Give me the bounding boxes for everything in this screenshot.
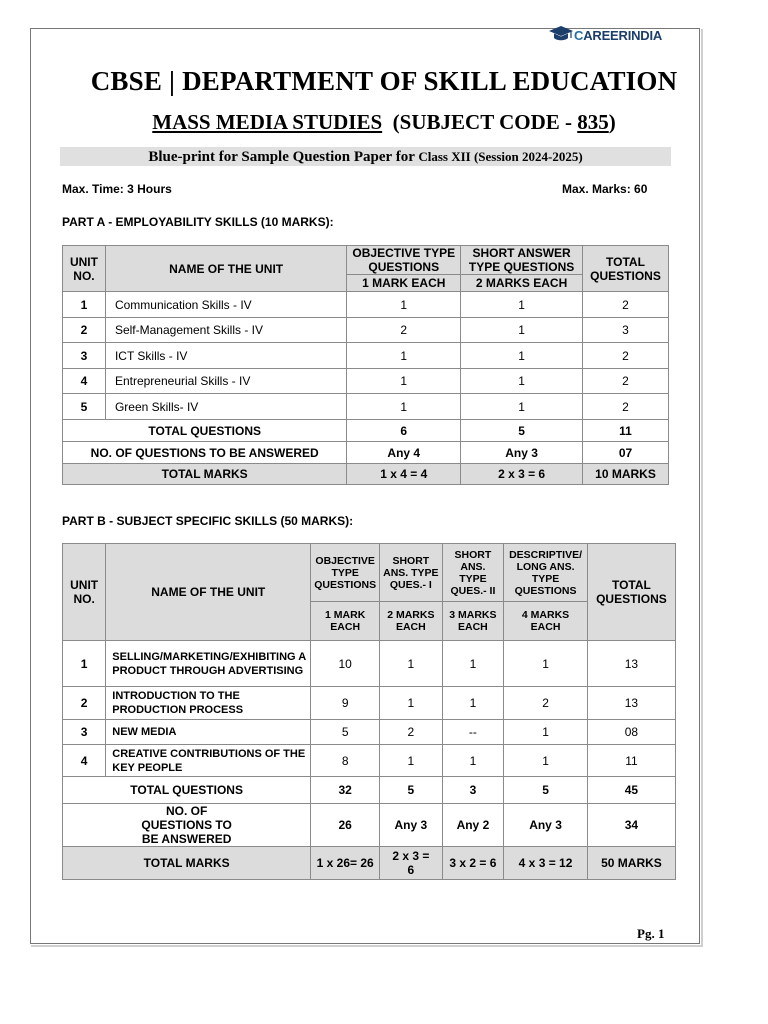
short-1-count: 1 [380, 745, 443, 777]
objective-count: 5 [311, 720, 380, 745]
to-answer-label: NO. OF QUESTIONS TO BE ANSWERED [63, 804, 311, 847]
page-number: Pg. 1 [637, 926, 665, 941]
header-total: TOTAL QUESTIONS [587, 544, 675, 641]
unit-name: Communication Skills - IV [105, 292, 346, 318]
long-count: 1 [504, 641, 588, 687]
short-2-count: 1 [442, 641, 504, 687]
answer-total: 34 [587, 804, 675, 847]
total-long: 5 [504, 777, 588, 804]
unit-name: INTRODUCTION TO THE PRODUCTION PROCESS [106, 687, 311, 720]
unit-name: Self-Management Skills - IV [105, 318, 346, 343]
table-row [63, 641, 676, 687]
unit-name: CREATIVE CONTRIBUTIONS OF THE KEY PEOPLE [106, 745, 311, 777]
total-all: 11 [583, 420, 669, 442]
unit-no: 5 [63, 394, 106, 420]
header-total: TOTAL QUESTIONS [583, 246, 669, 292]
marks-short-1: 2 x 3 = 6 [380, 847, 443, 880]
to-answer-row [63, 442, 669, 464]
total-questions-label: TOTAL QUESTIONS [63, 777, 311, 804]
unit-no: 3 [63, 343, 106, 369]
logo-text: CAREERINDIA [574, 27, 663, 43]
table-row [63, 292, 669, 318]
unit-name: ICT Skills - IV [105, 343, 346, 369]
total-short-1: 5 [380, 777, 443, 804]
table-row [63, 343, 669, 369]
short-2-count: -- [442, 720, 504, 745]
long-count: 1 [504, 745, 588, 777]
total-count: 08 [587, 720, 675, 745]
unit-no: 4 [63, 745, 106, 777]
header-name: NAME OF THE UNIT [106, 544, 311, 641]
total-questions-label: TOTAL QUESTIONS [63, 420, 347, 442]
answer-total: 07 [583, 442, 669, 464]
subject-code-prefix: (SUBJECT CODE - [392, 110, 578, 134]
table-row [63, 369, 669, 394]
answer-objective: 26 [311, 804, 380, 847]
blueprint-session: Session 2024-2025) [478, 149, 583, 164]
table-row [63, 687, 676, 720]
total-count: 2 [583, 394, 669, 420]
total-count: 2 [583, 369, 669, 394]
total-short-2: 3 [442, 777, 504, 804]
total-count: 11 [587, 745, 675, 777]
table-row [63, 394, 669, 420]
header-short-marks: 2 MARKS EACH [461, 275, 583, 292]
objective-count: 1 [347, 369, 461, 394]
objective-count: 10 [311, 641, 380, 687]
total-marks-label: TOTAL MARKS [63, 847, 311, 880]
header-long-marks: 4 MARKS EACH [504, 602, 588, 641]
max-time: Max. Time: 3 Hours [62, 182, 172, 196]
unit-name: SELLING/MARKETING/EXHIBITING A PRODUCT THROUGH ADVERTISING [106, 641, 311, 687]
header-objective: OBJECTIVE TYPE QUESTIONS [311, 544, 380, 602]
total-all: 45 [587, 777, 675, 804]
total-objective: 6 [347, 420, 461, 442]
marks-objective: 1 x 26= 26 [311, 847, 380, 880]
answer-short-2: Any 2 [442, 804, 504, 847]
unit-name: NEW MEDIA [106, 720, 311, 745]
unit-no: 3 [63, 720, 106, 745]
subject-name: MASS MEDIA STUDIES [152, 110, 383, 134]
careerindia-logo [548, 23, 662, 47]
header-short: SHORT ANSWER TYPE QUESTIONS [461, 246, 583, 275]
marks-objective: 1 x 4 = 4 [347, 464, 461, 485]
page-title: CBSE | DEPARTMENT OF SKILL EDUCATION [90, 66, 678, 96]
objective-count: 1 [347, 292, 461, 318]
answer-long: Any 3 [504, 804, 588, 847]
short-1-count: 1 [380, 641, 443, 687]
blueprint-main: Blue-print for Sample Question Paper for [148, 149, 419, 165]
marks-total: 50 MARKS [587, 847, 675, 880]
objective-count: 9 [311, 687, 380, 720]
part-b-heading: PART B - SUBJECT SPECIFIC SKILLS (50 MARKS): [62, 514, 354, 528]
part-b-table [62, 543, 676, 880]
to-answer-row [63, 804, 676, 847]
short-1-count: 1 [380, 687, 443, 720]
marks-short: 2 x 3 = 6 [461, 464, 583, 485]
total-questions-row [63, 777, 676, 804]
unit-no: 2 [63, 687, 106, 720]
unit-name: Green Skills- IV [105, 394, 346, 420]
short-1-count: 2 [380, 720, 443, 745]
unit-no: 4 [63, 369, 106, 394]
header-objective-marks: 1 MARK EACH [311, 602, 380, 641]
total-count: 13 [587, 687, 675, 720]
total-count: 3 [583, 318, 669, 343]
part-a-heading: PART A - EMPLOYABILITY SKILLS (10 MARKS): [62, 215, 334, 229]
short-count: 1 [461, 394, 583, 420]
objective-count: 2 [347, 318, 461, 343]
long-count: 1 [504, 720, 588, 745]
total-short: 5 [461, 420, 583, 442]
header-objective: OBJECTIVE TYPE QUESTIONS [347, 246, 461, 275]
header-name: NAME OF THE UNIT [105, 246, 346, 292]
header-long: DESCRIPTIVE/ LONG ANS. TYPE QUESTIONS [504, 544, 588, 602]
subject-code: 835 [577, 110, 609, 134]
header-short-1: SHORT ANS. TYPE QUES.- I [380, 544, 443, 602]
long-count: 2 [504, 687, 588, 720]
table-row [63, 318, 669, 343]
short-2-count: 1 [442, 687, 504, 720]
total-questions-row [63, 420, 669, 442]
unit-name: Entrepreneurial Skills - IV [105, 369, 346, 394]
part-a-table [62, 245, 669, 485]
blueprint-bar [60, 147, 671, 166]
objective-count: 1 [347, 343, 461, 369]
total-count: 2 [583, 292, 669, 318]
header-short-2-marks: 3 MARKS EACH [442, 602, 504, 641]
objective-count: 8 [311, 745, 380, 777]
total-count: 13 [587, 641, 675, 687]
total-objective: 32 [311, 777, 380, 804]
header-short-2: SHORT ANS. TYPE QUES.- II [442, 544, 504, 602]
marks-total: 10 MARKS [583, 464, 669, 485]
table-row [63, 745, 676, 777]
total-count: 2 [583, 343, 669, 369]
unit-no: 1 [63, 292, 106, 318]
objective-count: 1 [347, 394, 461, 420]
short-count: 1 [461, 343, 583, 369]
answer-objective: Any 4 [347, 442, 461, 464]
subject-line [0, 110, 768, 135]
header-short-1-marks: 2 MARKS EACH [380, 602, 443, 641]
unit-no: 1 [63, 641, 106, 687]
total-marks-label: TOTAL MARKS [63, 464, 347, 485]
total-marks-row [63, 847, 676, 880]
short-count: 1 [461, 292, 583, 318]
header-unit-no: UNIT NO. [63, 246, 106, 292]
short-count: 1 [461, 369, 583, 394]
answer-short-1: Any 3 [380, 804, 443, 847]
blueprint-class: Class XII ( [418, 149, 479, 164]
marks-long: 4 x 3 = 12 [504, 847, 588, 880]
answer-short: Any 3 [461, 442, 583, 464]
table-row [63, 720, 676, 745]
marks-short-2: 3 x 2 = 6 [442, 847, 504, 880]
subject-code-suffix: ) [608, 110, 616, 134]
header-unit-no: UNIT NO. [63, 544, 106, 641]
short-count: 1 [461, 318, 583, 343]
to-answer-label: NO. OF QUESTIONS TO BE ANSWERED [63, 442, 347, 464]
total-marks-row [63, 464, 669, 485]
header-objective-marks: 1 MARK EACH [347, 275, 461, 292]
unit-no: 2 [63, 318, 106, 343]
short-2-count: 1 [442, 745, 504, 777]
graduation-cap-icon [548, 25, 574, 45]
max-marks: Max. Marks: 60 [562, 182, 648, 196]
